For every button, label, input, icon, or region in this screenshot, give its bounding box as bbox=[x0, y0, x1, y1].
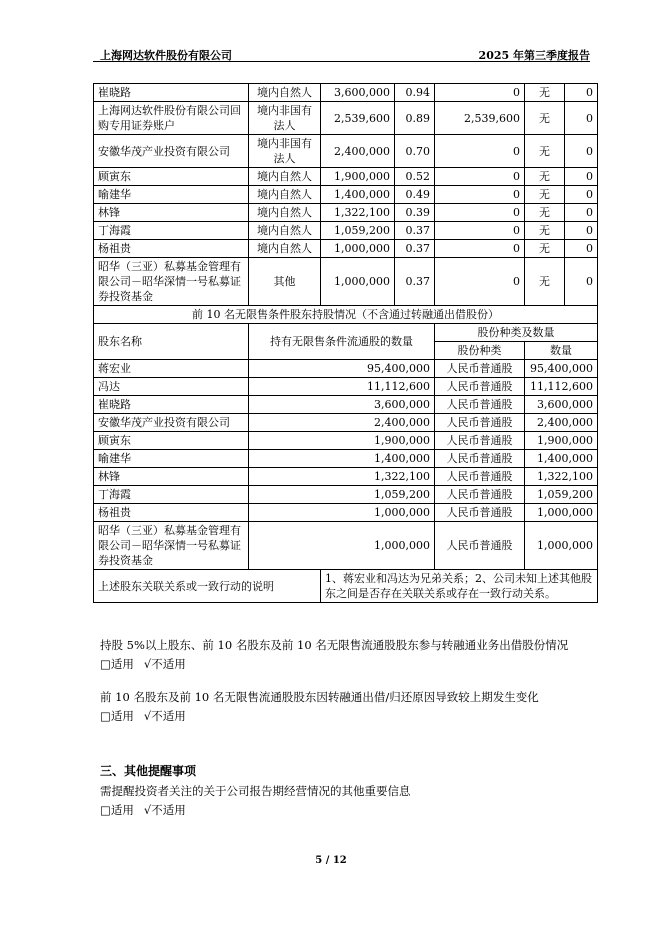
holder-type: 境内非国有法人 bbox=[249, 102, 321, 135]
holder-name: 顾寅东 bbox=[94, 168, 249, 186]
holder-pledge-status: 无 bbox=[525, 258, 565, 306]
share-amount: 1,000,000 bbox=[525, 522, 598, 570]
holder-restricted-shares: 0 bbox=[435, 84, 525, 102]
table-row bbox=[94, 186, 598, 204]
option-not-applicable: √不适用 bbox=[143, 657, 186, 671]
paragraph-other-info: 需提醒投资者关注的关于公司报告期经营情况的其他重要信息 bbox=[100, 784, 411, 798]
column-header-kind-group: 股份种类及数量 bbox=[435, 324, 598, 342]
share-amount: 1,000,000 bbox=[525, 504, 598, 522]
share-amount: 1,322,100 bbox=[525, 468, 598, 486]
holder-shares: 2,400,000 bbox=[321, 135, 395, 168]
column-header-name: 股东名称 bbox=[94, 324, 249, 360]
holder-name: 崔晓路 bbox=[94, 396, 249, 414]
holder-restricted-shares: 2,539,600 bbox=[435, 102, 525, 135]
holder-type: 境内非国有法人 bbox=[249, 135, 321, 168]
holder-percent: 0.70 bbox=[395, 135, 435, 168]
holder-restricted-shares: 0 bbox=[435, 186, 525, 204]
holder-percent: 0.37 bbox=[395, 240, 435, 258]
holder-percent: 0.37 bbox=[395, 222, 435, 240]
holder-shares: 1,000,000 bbox=[321, 240, 395, 258]
holder-unrestricted-quantity: 1,322,100 bbox=[249, 468, 435, 486]
holder-name: 上海网达软件股份有限公司回购专用证券账户 bbox=[94, 102, 249, 135]
holder-unrestricted-quantity: 1,000,000 bbox=[249, 504, 435, 522]
holder-pledge-quantity: 0 bbox=[565, 102, 598, 135]
table-row bbox=[94, 258, 598, 306]
holder-shares: 3,600,000 bbox=[321, 84, 395, 102]
table-row bbox=[94, 486, 598, 504]
holder-unrestricted-quantity: 1,059,200 bbox=[249, 486, 435, 504]
holder-shares: 1,000,000 bbox=[321, 258, 395, 306]
holder-restricted-shares: 0 bbox=[435, 168, 525, 186]
holder-pledge-quantity: 0 bbox=[565, 135, 598, 168]
holder-name: 丁海霞 bbox=[94, 222, 249, 240]
table-row bbox=[94, 102, 598, 135]
header-company: 上海网达软件股份有限公司 bbox=[100, 49, 232, 62]
share-amount: 2,400,000 bbox=[525, 414, 598, 432]
holder-pledge-quantity: 0 bbox=[565, 240, 598, 258]
holder-percent: 0.37 bbox=[395, 258, 435, 306]
table-row bbox=[94, 522, 598, 570]
holder-unrestricted-quantity: 1,000,000 bbox=[249, 522, 435, 570]
shareholder-table bbox=[93, 83, 598, 603]
holder-percent: 0.94 bbox=[395, 84, 435, 102]
option-row-lending-change bbox=[100, 708, 196, 724]
holder-type: 境内自然人 bbox=[249, 222, 321, 240]
table-row bbox=[94, 222, 598, 240]
holder-restricted-shares: 0 bbox=[435, 204, 525, 222]
share-kind: 人民币普通股 bbox=[435, 522, 525, 570]
table-row bbox=[94, 378, 598, 396]
holder-restricted-shares: 0 bbox=[435, 258, 525, 306]
share-amount: 1,900,000 bbox=[525, 432, 598, 450]
holder-pledge-quantity: 0 bbox=[565, 258, 598, 306]
holder-shares: 1,059,200 bbox=[321, 222, 395, 240]
option-row-lending bbox=[100, 656, 196, 672]
holder-type: 境内自然人 bbox=[249, 204, 321, 222]
option-row-other-info bbox=[100, 802, 196, 818]
share-kind: 人民币普通股 bbox=[435, 450, 525, 468]
relation-text: 1、蒋宏业和冯达为兄弟关系；2、公司未知上述其他股东之间是否存在关联关系或存在一致行动关系。 bbox=[321, 570, 598, 603]
holder-unrestricted-quantity: 1,400,000 bbox=[249, 450, 435, 468]
holder-restricted-shares: 0 bbox=[435, 240, 525, 258]
holder-pledge-status: 无 bbox=[525, 135, 565, 168]
share-amount: 1,400,000 bbox=[525, 450, 598, 468]
holder-type: 其他 bbox=[249, 258, 321, 306]
holder-name: 杨祖贵 bbox=[94, 240, 249, 258]
holder-name: 顾寅东 bbox=[94, 432, 249, 450]
holder-pledge-status: 无 bbox=[525, 102, 565, 135]
share-kind: 人民币普通股 bbox=[435, 432, 525, 450]
share-kind: 人民币普通股 bbox=[435, 378, 525, 396]
holder-shares: 1,900,000 bbox=[321, 168, 395, 186]
table-row bbox=[94, 204, 598, 222]
page-number: 5 / 12 bbox=[315, 855, 347, 866]
table-row bbox=[94, 432, 598, 450]
holder-name: 喻建华 bbox=[94, 450, 249, 468]
share-kind: 人民币普通股 bbox=[435, 414, 525, 432]
share-kind: 人民币普通股 bbox=[435, 396, 525, 414]
holder-shares: 2,539,600 bbox=[321, 102, 395, 135]
holder-name: 杨祖贵 bbox=[94, 504, 249, 522]
option-not-applicable: √不适用 bbox=[143, 803, 186, 817]
column-header-amount: 数量 bbox=[525, 342, 598, 360]
paragraph-lending: 持股 5%以上股东、前 10 名股东及前 10 名无限售流通股股东参与转融通业务出借股份情况 bbox=[100, 638, 569, 652]
holder-pledge-quantity: 0 bbox=[565, 84, 598, 102]
table-row bbox=[94, 135, 598, 168]
table-row bbox=[94, 84, 598, 102]
table-row bbox=[94, 168, 598, 186]
column-header-kind: 股份种类 bbox=[435, 342, 525, 360]
holder-pledge-status: 无 bbox=[525, 186, 565, 204]
option-applicable: □适用 bbox=[100, 803, 134, 817]
holder-name: 安徽华茂产业投资有限公司 bbox=[94, 135, 249, 168]
option-applicable: □适用 bbox=[100, 657, 134, 671]
holder-restricted-shares: 0 bbox=[435, 135, 525, 168]
holder-name: 昭华（三亚）私募基金管理有限公司－昭华深情一号私募证券投资基金 bbox=[94, 258, 249, 306]
holder-type: 境内自然人 bbox=[249, 186, 321, 204]
holder-name: 丁海霞 bbox=[94, 486, 249, 504]
share-kind: 人民币普通股 bbox=[435, 360, 525, 378]
table-row bbox=[94, 504, 598, 522]
holder-type: 境内自然人 bbox=[249, 240, 321, 258]
holder-pledge-status: 无 bbox=[525, 204, 565, 222]
holder-unrestricted-quantity: 11,112,600 bbox=[249, 378, 435, 396]
holder-name: 冯达 bbox=[94, 378, 249, 396]
holder-restricted-shares: 0 bbox=[435, 222, 525, 240]
option-not-applicable: √不适用 bbox=[143, 709, 186, 723]
holder-name: 蒋宏业 bbox=[94, 360, 249, 378]
holder-percent: 0.39 bbox=[395, 204, 435, 222]
holder-name: 崔晓路 bbox=[94, 84, 249, 102]
holder-name: 林锋 bbox=[94, 468, 249, 486]
share-kind: 人民币普通股 bbox=[435, 486, 525, 504]
table-row bbox=[94, 468, 598, 486]
holder-name: 林锋 bbox=[94, 204, 249, 222]
share-amount: 95,400,000 bbox=[525, 360, 598, 378]
section-title-unrestricted: 前 10 名无限售条件股东持股情况（不含通过转融通出借股份） bbox=[94, 306, 598, 324]
relation-label: 上述股东关联关系或一致行动的说明 bbox=[94, 570, 321, 603]
share-amount: 3,600,000 bbox=[525, 396, 598, 414]
holder-pledge-status: 无 bbox=[525, 168, 565, 186]
holder-pledge-quantity: 0 bbox=[565, 168, 598, 186]
holder-pledge-status: 无 bbox=[525, 240, 565, 258]
holder-percent: 0.49 bbox=[395, 186, 435, 204]
table-row bbox=[94, 450, 598, 468]
holder-pledge-quantity: 0 bbox=[565, 204, 598, 222]
holder-unrestricted-quantity: 95,400,000 bbox=[249, 360, 435, 378]
share-amount: 1,059,200 bbox=[525, 486, 598, 504]
holder-unrestricted-quantity: 3,600,000 bbox=[249, 396, 435, 414]
holder-type: 境内自然人 bbox=[249, 84, 321, 102]
header-rule bbox=[93, 61, 590, 62]
section-title-other-reminders: 三、其他提醒事项 bbox=[100, 764, 197, 778]
holder-pledge-status: 无 bbox=[525, 222, 565, 240]
table-row bbox=[94, 396, 598, 414]
holder-unrestricted-quantity: 1,900,000 bbox=[249, 432, 435, 450]
holder-shares: 1,400,000 bbox=[321, 186, 395, 204]
holder-pledge-status: 无 bbox=[525, 84, 565, 102]
holder-type: 境内自然人 bbox=[249, 168, 321, 186]
table-row bbox=[94, 414, 598, 432]
share-amount: 11,112,600 bbox=[525, 378, 598, 396]
holder-percent: 0.89 bbox=[395, 102, 435, 135]
table-row bbox=[94, 240, 598, 258]
holder-pledge-quantity: 0 bbox=[565, 186, 598, 204]
holder-name: 喻建华 bbox=[94, 186, 249, 204]
holder-shares: 1,322,100 bbox=[321, 204, 395, 222]
holder-percent: 0.52 bbox=[395, 168, 435, 186]
table-row bbox=[94, 360, 598, 378]
share-kind: 人民币普通股 bbox=[435, 504, 525, 522]
holder-pledge-quantity: 0 bbox=[565, 222, 598, 240]
column-header-quantity: 持有无限售条件流通股的数量 bbox=[249, 324, 435, 360]
holder-unrestricted-quantity: 2,400,000 bbox=[249, 414, 435, 432]
header-report-title: 2025 年第三季度报告 bbox=[478, 49, 590, 62]
holder-name: 安徽华茂产业投资有限公司 bbox=[94, 414, 249, 432]
share-kind: 人民币普通股 bbox=[435, 468, 525, 486]
paragraph-lending-change: 前 10 名股东及前 10 名无限售流通股股东因转融通出借/归还原因导致较上期发生变化 bbox=[100, 690, 539, 704]
holder-name: 昭华（三亚）私募基金管理有限公司－昭华深情一号私募证券投资基金 bbox=[94, 522, 249, 570]
option-applicable: □适用 bbox=[100, 709, 134, 723]
